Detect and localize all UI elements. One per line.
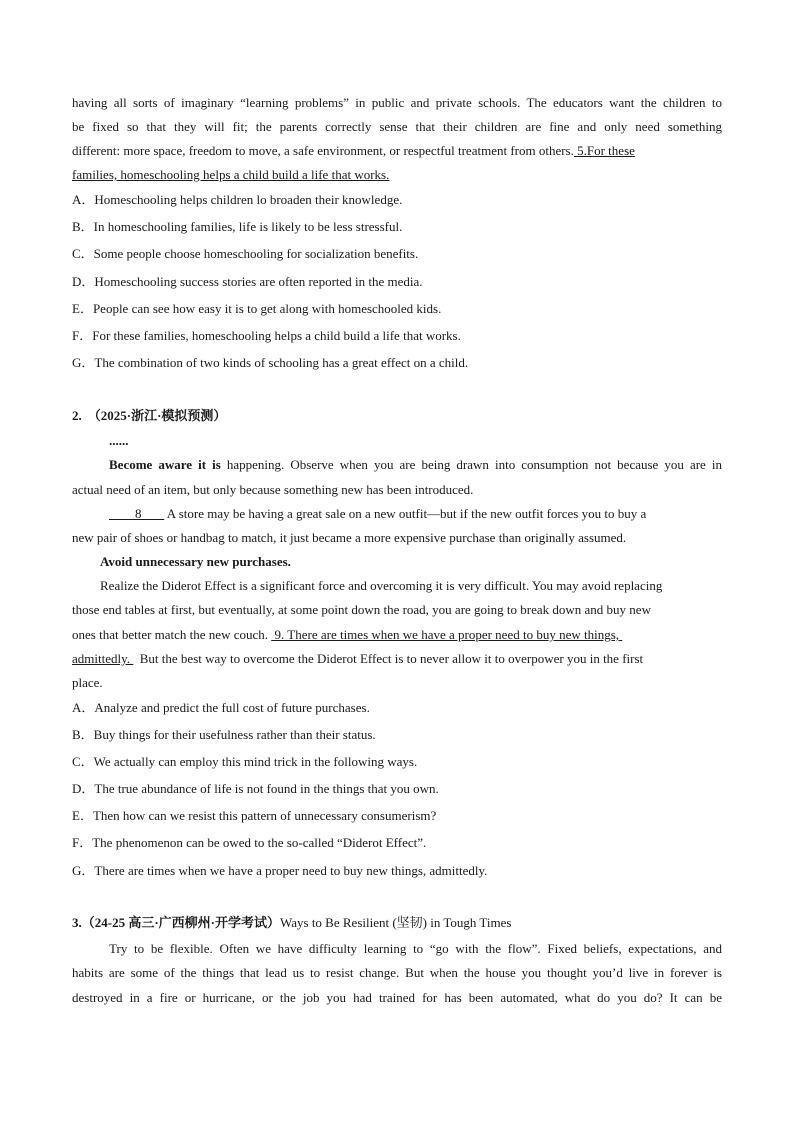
passage-text: But the best way to overcome the Diderot Effect is to never allow it to overpower you in the first xyxy=(133,651,644,666)
passage-line xyxy=(72,143,722,159)
answer-9-underlined: admittedly. xyxy=(72,651,134,666)
passage-line xyxy=(109,457,722,473)
passage-line: those end tables at first, but eventually, at some point down the road, you are going to break down and buy new xyxy=(72,602,651,617)
answer-5-underlined: families, homeschooling helps a child build a life that works. xyxy=(72,167,390,182)
passage-line: having all sorts of imaginary “learning problems” in public and private schools. The educators want the children to xyxy=(72,95,722,110)
answer-5-underlined: 5.For these xyxy=(573,143,635,158)
option-a: A．Analyze and predict the full cost of future purchases. xyxy=(72,700,370,715)
blank-8: 8 xyxy=(109,506,165,521)
passage-text: A store may be having a great sale on a new outfit—but if the new outfit forces you to buy a xyxy=(164,506,647,521)
option-b: B．In homeschooling families, life is likely to be less stressful. xyxy=(72,219,403,234)
passage-line xyxy=(109,506,722,522)
passage-line xyxy=(72,627,722,643)
option-b: B．Buy things for their usefulness rather than their status. xyxy=(72,727,376,742)
option-f: F．For these families, homeschooling helps a child build a life that works. xyxy=(72,328,461,343)
passage-text: happening. Observe when you are being drawn into consumption not because you are in xyxy=(220,457,722,472)
passage-line: be fixed so that they will fit; the parents correctly sense that their children are fine and only need something xyxy=(72,119,722,134)
passage-line: place. xyxy=(72,675,103,690)
question-source: （2025·浙江·模拟预测） xyxy=(87,408,227,423)
passage-line: destroyed in a fire or hurricane, or the job you had trained for has been automated, what do you do? It can be xyxy=(72,990,722,1005)
question-3-header xyxy=(72,915,722,931)
passage-line: Realize the Diderot Effect is a significant force and overcoming it is very difficult. You may avoid replacing xyxy=(100,578,663,593)
passage-text: ones that better match the new couch. xyxy=(72,627,272,642)
option-f: F．The phenomenon can be owed to the so-called “Diderot Effect”. xyxy=(72,835,427,850)
passage-title: Ways to Be Resilient (坚韧) in Tough Times xyxy=(280,915,512,930)
passage-line xyxy=(72,167,722,183)
passage-line: Try to be flexible. Often we have difficulty learning to “go with the flow”. Fixed beliefs, expectations, and xyxy=(109,941,722,956)
question-source: 3.（24-25 高三·广西柳州·开学考试） xyxy=(72,915,281,930)
question-2-header xyxy=(72,408,722,424)
passage-line: actual need of an item, but only because something new has been introduced. xyxy=(72,482,474,497)
option-e: E．Then how can we resist this pattern of unnecessary consumerism? xyxy=(72,808,437,823)
option-d: D．The true abundance of life is not found in the things that you own. xyxy=(72,781,439,796)
bold-lead: Become aware it is xyxy=(109,457,221,472)
option-d: D．Homeschooling success stories are often reported in the media. xyxy=(72,274,423,289)
option-e: E．People can see how easy it is to get along with homeschooled kids. xyxy=(72,301,442,316)
passage-text: different: more space, freedom to move, a safe environment, or respectful treatment from others. xyxy=(72,143,574,158)
passage-line: habits are some of the things that lead us to resist change. But when the house you thought you’d live in forever is xyxy=(72,965,722,980)
ellipsis: ...... xyxy=(109,433,129,448)
option-a: A．Homeschooling helps children lo broaden their knowledge. xyxy=(72,192,403,207)
option-g: G．There are times when we have a proper need to buy new things, admittedly. xyxy=(72,863,488,878)
question-number: 2. xyxy=(72,408,82,423)
option-c: C．Some people choose homeschooling for socialization benefits. xyxy=(72,246,419,261)
option-g: G．The combination of two kinds of schooling has a great effect on a child. xyxy=(72,355,469,370)
section-heading: Avoid unnecessary new purchases. xyxy=(100,554,291,569)
option-c: C．We actually can employ this mind trick in the following ways. xyxy=(72,754,418,769)
passage-line xyxy=(72,651,722,667)
passage-line: new pair of shoes or handbag to match, it just became a more expensive purchase than originally assumed. xyxy=(72,530,627,545)
answer-9-underlined: 9. There are times when we have a proper need to buy new things, xyxy=(271,627,623,642)
